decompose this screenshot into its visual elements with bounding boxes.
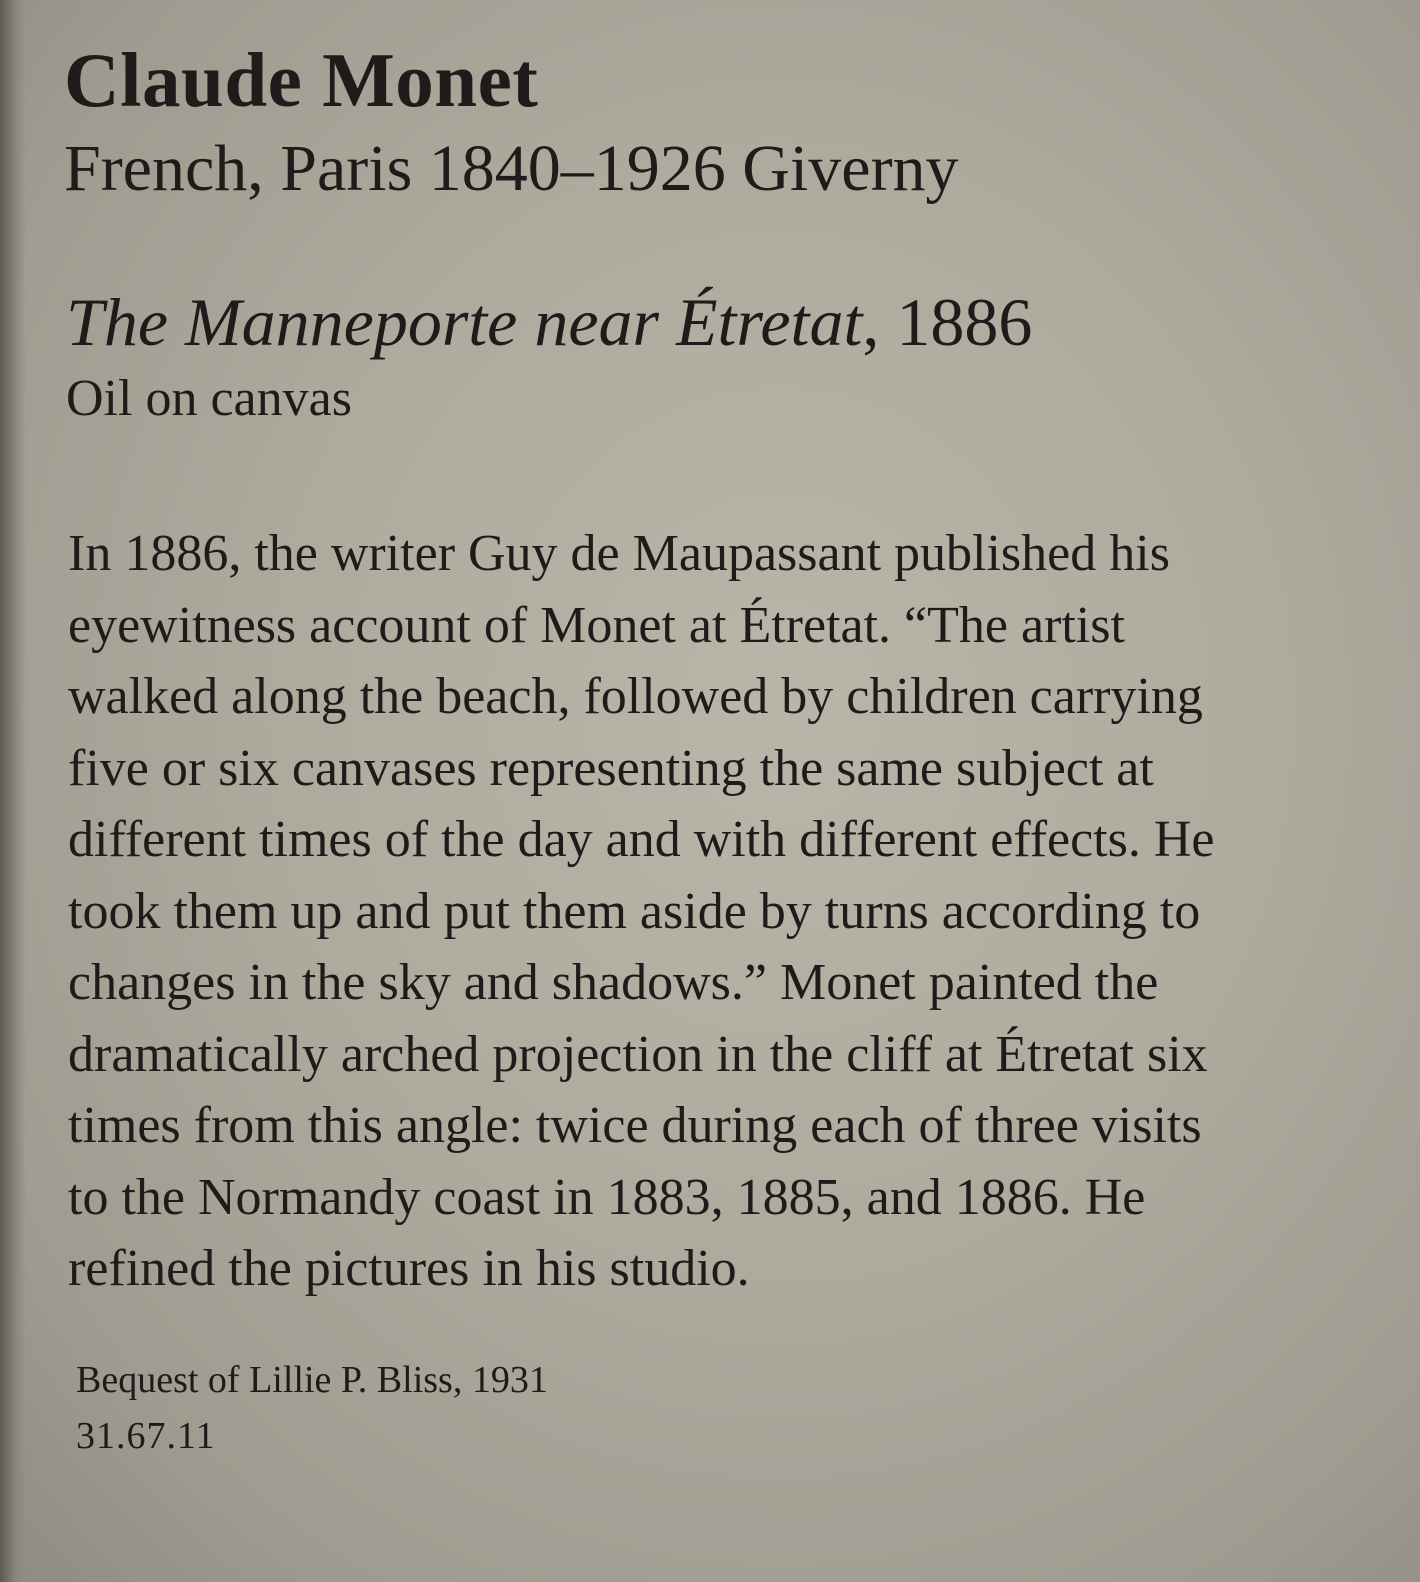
description-line: different times of the day and with different effects. He	[68, 811, 1215, 868]
description-line: In 1886, the writer Guy de Maupassant published his	[68, 525, 1170, 582]
artwork-medium: Oil on canvas	[66, 370, 352, 427]
description-line: dramatically arched projection in the cliff at Étretat six	[68, 1025, 1208, 1083]
description-line: took them up and put them aside by turns according to	[68, 882, 1201, 940]
description-line: five or six canvases representing the same subject at	[68, 739, 1154, 797]
title-separator: ,	[862, 284, 897, 360]
description-line: refined the pictures in his studio.	[68, 1240, 750, 1297]
description-line: eyewitness account of Monet at Étretat. “The artist	[68, 596, 1125, 654]
description-line: to the Normandy coast in 1883, 1885, and 1886. He	[68, 1168, 1146, 1226]
credit-line: Bequest of Lillie P. Bliss, 1931	[76, 1359, 548, 1401]
artwork-date: 1886	[896, 284, 1033, 360]
description-line: times from this angle: twice during each of three visits	[68, 1097, 1202, 1154]
artist-nationality-dates: French, Paris 1840–1926 Giverny	[64, 132, 959, 205]
artwork-title: The Manneporte near Étretat	[66, 284, 863, 360]
description-line: walked along the beach, followed by children carrying	[68, 668, 1203, 725]
description-line: changes in the sky and shadows.” Monet painted the	[68, 954, 1159, 1011]
accession-number: 31.67.11	[76, 1415, 216, 1457]
description-text	[68, 518, 1368, 1305]
artwork-title-line	[66, 285, 1032, 360]
artist-name: Claude Monet	[64, 37, 539, 123]
